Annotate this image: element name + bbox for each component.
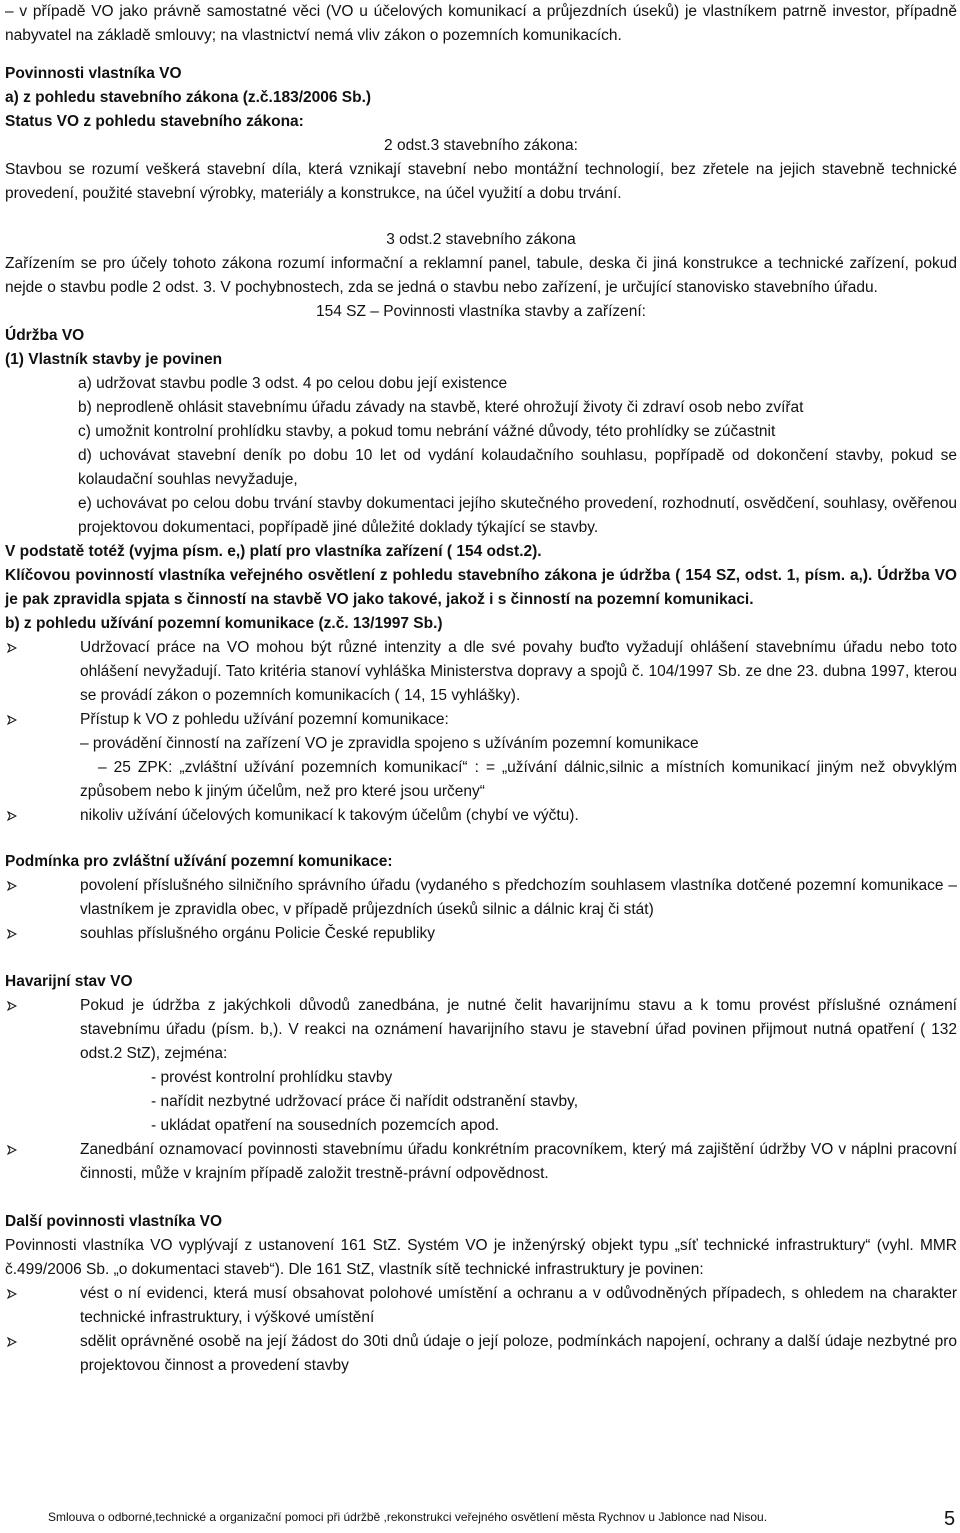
- bullet-item: [5, 922, 957, 946]
- intro-paragraph: – v případě VO jako právně samostatné věci (VO u účelových komunikací a průjezdních úseků) je vlastníkem patrně investor, případně nabyvatel na základě smlouvy; na vlastnictví nemá vliv zákon o pozemních komunikacích.: [5, 3, 957, 44]
- key-obligation: Klíčovou povinností vlastníka veřejného osvětlení z pohledu stavebního zákona je údržba ( 154 SZ, odst. 1, písm. a,). Údržba VO je pak zpravidla spjata s činností na stavbě VO jako takové, jakož i s činností na pozemní komunikaci.: [5, 567, 957, 608]
- maintenance-heading: Údržba VO: [5, 327, 85, 344]
- bullet-item: [5, 1330, 957, 1378]
- section-heading-duties: Povinnosti vlastníka VO: [5, 65, 182, 82]
- condition-heading: Podmínka pro zvláštní užívání pozemní komunikace:: [5, 853, 393, 870]
- bullet-item: [5, 636, 957, 708]
- footer-text: Smlouva o odborné,technické a organizační pomoci při údržbě ,rekonstrukci veřejného osvětlení města Rychnov u Jablonce nad Nisou.: [48, 1510, 768, 1524]
- section-ref-154: 154 SZ – Povinnosti vlastníka stavby a zařízení:: [316, 303, 646, 320]
- arrowhead-bullet-icon: [7, 1337, 17, 1347]
- arrowhead-bullet-icon: [7, 1001, 17, 1011]
- bullet-text: Udržovací práce na VO mohou být různé intenzity a dle své povahy buďto vyžadují ohlášení stavebnímu úřadu nebo toto ohlášení nevyžadují. Tato kritéria stanoví vyhláška Ministerstva dopravy a spojů č. 104/1997 Sb. ze dne 23. dubna 1997, kterou se provádí zákon o pozemních komunikacích ( 14, 15 vyhlášky).: [80, 639, 957, 704]
- obligation-item: a) udržovat stavbu podle 3 odst. 4 po celou dobu její existence: [78, 375, 508, 392]
- bullet-item: [5, 874, 957, 922]
- bullet-item: [5, 708, 957, 732]
- owner-obligations-heading: (1) Vlastník stavby je povinen: [5, 351, 223, 368]
- emergency-subitem: - ukládat opatření na sousedních pozemcích apod.: [151, 1117, 500, 1134]
- arrowhead-bullet-icon: [7, 1145, 17, 1155]
- emergency-heading: Havarijní stav VO: [5, 973, 133, 990]
- bullet-text: vést o ní evidenci, která musí obsahovat polohové umístění a ochranu a v odůvodněných případech, s ohledem na charakter technické infrastruktury, i výškové umístění: [80, 1285, 957, 1326]
- section-ref-2: 2 odst.3 stavebního zákona:: [384, 137, 578, 154]
- page-number: 5: [944, 1508, 956, 1530]
- arrowhead-bullet-icon: [7, 811, 17, 821]
- dash-line: – provádění činností na zařízení VO je zpravidla spojeno s užíváním pozemní komunikace: [80, 735, 699, 752]
- bullet-text: sdělit oprávněné osobě na její žádost do 30ti dnů údaje o její poloze, podmínkách napojení, ochrany a další údaje nezbytné pro projektovou činnost a provedení stavby: [80, 1333, 957, 1374]
- same-for-devices: V podstatě totéž (vyjma písm. e,) platí pro vlastníka zařízení ( 154 odst.2).: [5, 543, 542, 560]
- arrowhead-bullet-icon: [7, 929, 17, 939]
- document-page: [5, 0, 957, 1378]
- arrowhead-bullet-icon: [7, 881, 17, 891]
- bullet-item: [5, 1138, 957, 1186]
- obligation-item: d) uchovávat stavební deník po dobu 10 let od vydání kolaudačního souhlasu, popřípadě od dokončení stavby, pokud se kolaudační souhlas nevyžaduje,: [78, 447, 957, 488]
- arrowhead-bullet-icon: [7, 1289, 17, 1299]
- definition-device: Zařízením se pro účely tohoto zákona rozumí informační a reklamní panel, tabule, deska či jiná konstrukce a technické zařízení, pokud nejde o stavbu podle 2 odst. 3. V pochybnostech, zda se jedná o stavbu nebo zařízení, je určující stanovisko stavebního úřadu.: [5, 255, 957, 296]
- emergency-subitem: - nařídit nezbytné udržovací práce či nařídit odstranění stavby,: [151, 1093, 579, 1110]
- definition-building: Stavbou se rozumí veškerá stavební díla, která vznikají stavební nebo montážní technologií, bez zřetele na jejich stavebně technické provedení, použité stavební výrobky, materiály a konstrukce, na účel využití a dobu trvání.: [5, 161, 957, 202]
- other-duties-text: Povinnosti vlastníka VO vyplývají z ustanovení 161 StZ. Systém VO je inženýrský objekt typu „síť technické infrastruktury“ (vyhl. MMR č.499/2006 Sb. „o dokumentaci staveb“). Dle 161 StZ, vlastník sítě technické infrastruktury je povinen:: [5, 1237, 957, 1278]
- bullet-text: Pokud je údržba z jakýchkoli důvodů zanedbána, je nutné čelit havarijnímu stavu a k tomu provést příslušné oznámení stavebnímu úřadu (písm. b,). V reakci na oznámení havarijního stavu je stavební úřad povinen přijmout nutná opatření ( 132 odst.2 StZ), zejména:: [80, 997, 957, 1062]
- subheading-building-act: a) z pohledu stavebního zákona (z.č.183/2006 Sb.): [5, 89, 372, 106]
- dash-line: – 25 ZPK: „zvláštní užívání pozemních komunikací“ : = „užívání dálnic,silnic a místních komunikací jiným než obvyklým způsobem nebo k jiným účelům, než pro které jsou určeny“: [80, 759, 957, 800]
- bullet-text: souhlas příslušného orgánu Policie České republiky: [80, 925, 435, 942]
- section-ref-3: 3 odst.2 stavebního zákona: [386, 231, 576, 248]
- bullet-text: Přístup k VO z pohledu užívání pozemní komunikace:: [80, 711, 449, 728]
- bullet-item: [5, 1282, 957, 1330]
- other-duties-heading: Další povinnosti vlastníka VO: [5, 1213, 223, 1230]
- obligation-item: b) neprodleně ohlásit stavebnímu úřadu závady na stavbě, které ohrožují životy či zdraví osob nebo zvířat: [78, 399, 804, 416]
- obligation-item: e) uchovávat po celou dobu trvání stavby dokumentaci jejího skutečného provedení, rozhodnutí, osvědčení, souhlasy, ověřenou projektovou dokumentaci, popřípadě jiné důležité doklady týkající se stavby.: [78, 495, 957, 536]
- bullet-text: Zanedbání oznamovací povinnosti stavebnímu úřadu konkrétním pracovníkem, který má zajištění údržby VO v náplni pracovní činnosti, může v krajním případě založit trestně-právní odpovědnost.: [80, 1141, 957, 1182]
- obligation-item: c) umožnit kontrolní prohlídku stavby, a pokud tomu nebrání vážné důvody, této prohlídky se zúčastnit: [78, 423, 776, 440]
- arrowhead-bullet-icon: [7, 715, 17, 725]
- emergency-subitem: - provést kontrolní prohlídku stavby: [151, 1069, 393, 1086]
- status-heading: Status VO z pohledu stavebního zákona:: [5, 113, 304, 130]
- usage-heading: b) z pohledu užívání pozemní komunikace (z.č. 13/1997 Sb.): [5, 615, 443, 632]
- arrowhead-bullet-icon: [7, 643, 17, 653]
- bullet-text: povolení příslušného silničního správního úřadu (vydaného s předchozím souhlasem vlastníka dotčené pozemní komunikace – vlastníkem je zpravidla obec, v případě průjezdních úseků silnic a dálnic kraj či stát): [80, 877, 957, 918]
- bullet-text: nikoliv užívání účelových komunikací k takovým účelům (chybí ve výčtu).: [80, 807, 579, 824]
- bullet-item: [5, 994, 957, 1066]
- bullet-item: [5, 804, 957, 828]
